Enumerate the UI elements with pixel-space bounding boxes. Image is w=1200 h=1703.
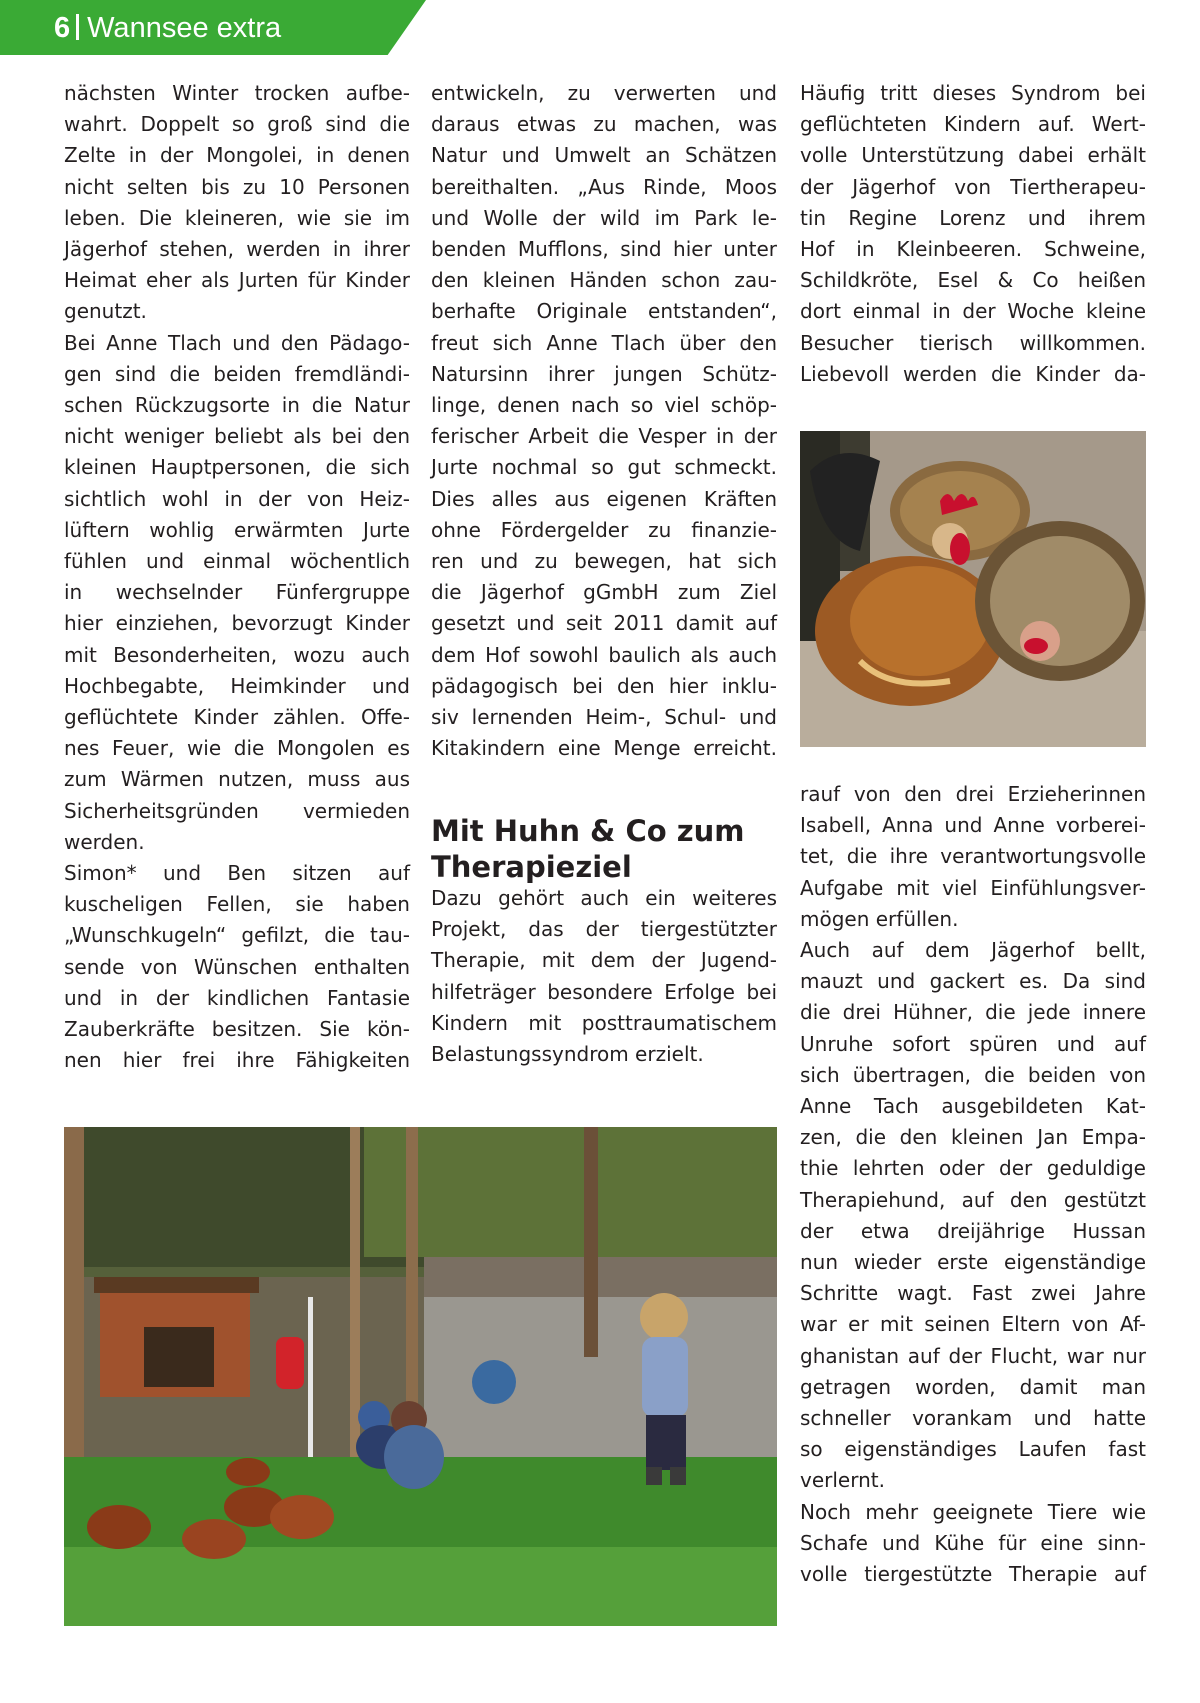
text-line: kleinen Hauptpersonen, die sich: [64, 455, 410, 480]
text-line: tet, die ihre verantwortungsvolle: [800, 844, 1146, 869]
text-line: hilfeträger besondere Erfolge bei: [431, 979, 777, 1004]
text-line: wahrt. Doppelt so groß sind die: [64, 112, 410, 137]
text-line: nicht weniger beliebt als bei den: [64, 424, 410, 449]
text-line: Auch auf dem Jägerhof bellt,: [800, 938, 1146, 963]
text-line: ferischer Arbeit die Vesper in der: [431, 424, 777, 449]
text-line: zen, die den kleinen Jan Empa-: [800, 1125, 1146, 1150]
text-line: Therapiehund, auf den gestützt: [800, 1187, 1146, 1212]
text-line: nächsten Winter trocken aufbe-: [64, 81, 410, 105]
text-line: Liebevoll werden die Kinder da-: [800, 361, 1146, 386]
text-line: getragen worden, damit man: [800, 1374, 1146, 1399]
text-line: und Wolle der wild im Park le-: [431, 205, 777, 230]
text-line: gesetzt und seit 2011 damit auf: [431, 611, 777, 636]
text-line: leben. Die kleineren, wie sie im: [64, 205, 410, 230]
text-line: Noch mehr geeignete Tiere wie: [800, 1499, 1146, 1524]
text-line: Belastungssyndrom erzielt.: [431, 1042, 704, 1067]
text-line: rauf von den drei Erzieherinnen: [800, 782, 1146, 806]
article-column-2: [431, 78, 777, 764]
text-line: Unruhe sofort spüren und auf: [800, 1031, 1146, 1056]
text-line: mögen erfüllen.: [800, 906, 959, 931]
text-line: siv lernenden Heim-, Schul- und: [431, 705, 777, 730]
text-line: benden Mufflons, sind hier unter: [431, 237, 777, 262]
text-line: daraus etwas zu machen, was: [431, 112, 777, 137]
text-line: dem Hof sowohl baulich als auch: [431, 642, 777, 667]
page-number: 6: [54, 12, 71, 44]
text-line: Aufgabe mit viel Einfühlungsver-: [800, 875, 1146, 900]
text-line: schneller vorankam und hatte: [800, 1406, 1146, 1431]
text-line: Jurte nochmal so gut schmeckt.: [431, 455, 777, 480]
text-line: Sicherheitsgründen vermieden: [64, 798, 410, 823]
text-line: der Jägerhof von Tiertherapeu-: [800, 174, 1146, 199]
text-line: dort einmal in der Woche kleine: [800, 299, 1146, 324]
article-column-2-continued: [431, 883, 777, 1070]
text-line: gen sind die beiden fremdländi-: [64, 361, 410, 386]
text-line: ohne Fördergelder zu finanzie-: [431, 517, 777, 542]
text-line: nun wieder erste eigenständige: [800, 1250, 1146, 1275]
text-line: Kindern mit posttraumatischem: [431, 1010, 777, 1035]
text-line: Anne Tach ausgebildeten Kat-: [800, 1094, 1146, 1119]
text-line: Jägerhof stehen, werden in ihrer: [64, 237, 410, 262]
text-line: den kleinen Händen schon zau-: [431, 268, 777, 293]
text-line: genutzt.: [64, 299, 147, 324]
text-line: nicht selten bis zu 10 Personen: [64, 174, 410, 199]
text-line: Bei Anne Tlach und den Pädago-: [64, 330, 410, 355]
text-line: tin Regine Lorenz und ihrem: [800, 205, 1146, 230]
text-line: mit Besonderheiten, wozu auch: [64, 642, 410, 667]
text-line: entwickeln, zu verwerten und: [431, 81, 777, 105]
text-line: linge, denen nach so viel schöp-: [431, 393, 777, 418]
text-line: Schafe und Kühe für eine sinn-: [800, 1530, 1146, 1555]
text-line: verlernt.: [800, 1468, 885, 1493]
text-line: bereithalten. „Aus Rinde, Moos: [431, 174, 777, 199]
text-line: Zauberkräfte besitzen. Sie kön-: [64, 1017, 410, 1042]
text-line: pädagogisch bei den hier inklu-: [431, 673, 777, 698]
text-line: volle tiergestützte Therapie auf: [800, 1562, 1146, 1587]
text-line: so eigenständiges Laufen fast: [800, 1437, 1146, 1462]
text-line: nes Feuer, wie die Mongolen es: [64, 736, 410, 761]
article-column-3: [800, 78, 1146, 390]
text-line: „Wunschkugeln“ gefilzt, die tau-: [64, 923, 410, 948]
section-header: [54, 9, 281, 47]
text-line: Therapie, mit dem der Jugend-: [431, 948, 777, 973]
text-line: mauzt und gackert es. Da sind: [800, 969, 1146, 994]
text-line: Hof in Kleinbeeren. Schweine,: [800, 237, 1146, 262]
text-line: berhafte Originale entstanden“,: [431, 299, 777, 324]
text-line: Isabell, Anna und Anne vorberei-: [800, 813, 1146, 838]
text-line: ren und zu bewegen, hat sich: [431, 549, 777, 574]
text-line: volle Unterstützung dabei erhält: [800, 143, 1146, 168]
text-line: Hochbegabte, Heimkinder und: [64, 673, 410, 698]
text-line: die Jägerhof gGmbH zum Ziel: [431, 580, 777, 605]
text-line: Kitakindern eine Menge erreicht.: [431, 736, 777, 761]
text-line: sichtlich wohl in der von Heiz-: [64, 486, 410, 511]
text-line: lüftern wohlig erwärmten Jurte: [64, 517, 410, 542]
text-line: kuscheligen Fellen, sie haben: [64, 892, 410, 917]
text-line: freut sich Anne Tlach über den: [431, 330, 777, 355]
text-line: Schildkröte, Esel & Co heißen: [800, 268, 1146, 293]
text-line: war er mit seinen Eltern von Af-: [800, 1312, 1146, 1337]
text-line: schen Rückzugsorte in die Natur: [64, 393, 410, 418]
text-line: Projekt, das der tiergestützter: [431, 917, 777, 942]
text-line: Schritte wagt. Fast zwei Jahre: [800, 1281, 1146, 1306]
text-line: werden.: [64, 829, 145, 854]
text-line: geflüchteten Kindern auf. Wert-: [800, 112, 1146, 137]
text-line: thie lehrten oder der geduldige: [800, 1156, 1146, 1181]
text-line: Natur und Umwelt an Schätzen: [431, 143, 777, 168]
text-line: zum Wärmen nutzen, muss aus: [64, 767, 410, 792]
text-line: geflüchtete Kinder zählen. Offe-: [64, 705, 410, 730]
text-line: sende von Wünschen enthalten: [64, 954, 410, 979]
text-line: nen hier frei ihre Fähigkeiten: [64, 1048, 410, 1073]
text-line: die drei Hühner, die jede innere: [800, 1000, 1146, 1025]
text-line: hier einziehen, bevorzugt Kinder: [64, 611, 410, 636]
text-line: in wechselnder Fünfergruppe: [64, 580, 410, 605]
text-line: Simon* und Ben sitzen auf: [64, 861, 410, 886]
article-column-3-continued: [800, 779, 1146, 1590]
photo-children-with-chickens: [64, 1127, 777, 1626]
text-line: Besucher tierisch willkommen.: [800, 330, 1146, 355]
article-column-1: [64, 78, 410, 1077]
header-divider: [76, 14, 79, 40]
text-line: und in der kindlichen Fantasie: [64, 985, 410, 1010]
text-line: fühlen und einmal wöchentlich: [64, 549, 410, 574]
text-line: Natursinn ihrer jungen Schütz-: [431, 361, 777, 386]
text-line: Dazu gehört auch ein weiteres: [431, 886, 777, 910]
text-line: Heimat eher als Jurten für Kinder: [64, 268, 410, 293]
text-line: ghanistan auf der Flucht, war nur: [800, 1343, 1146, 1368]
section-title: Wannsee extra: [87, 12, 282, 44]
text-line: Dies alles aus eigenen Kräften: [431, 486, 777, 511]
text-line: Häufig tritt dieses Syndrom bei: [800, 81, 1146, 105]
text-line: Zelte in der Mongolei, in denen: [64, 143, 410, 168]
photo-chickens: [800, 431, 1146, 747]
text-line: der etwa dreijährige Hussan: [800, 1218, 1146, 1243]
text-line: sich übertragen, die beiden von: [800, 1062, 1146, 1087]
subheading: Mit Huhn & Co zum Therapieziel: [431, 814, 745, 884]
